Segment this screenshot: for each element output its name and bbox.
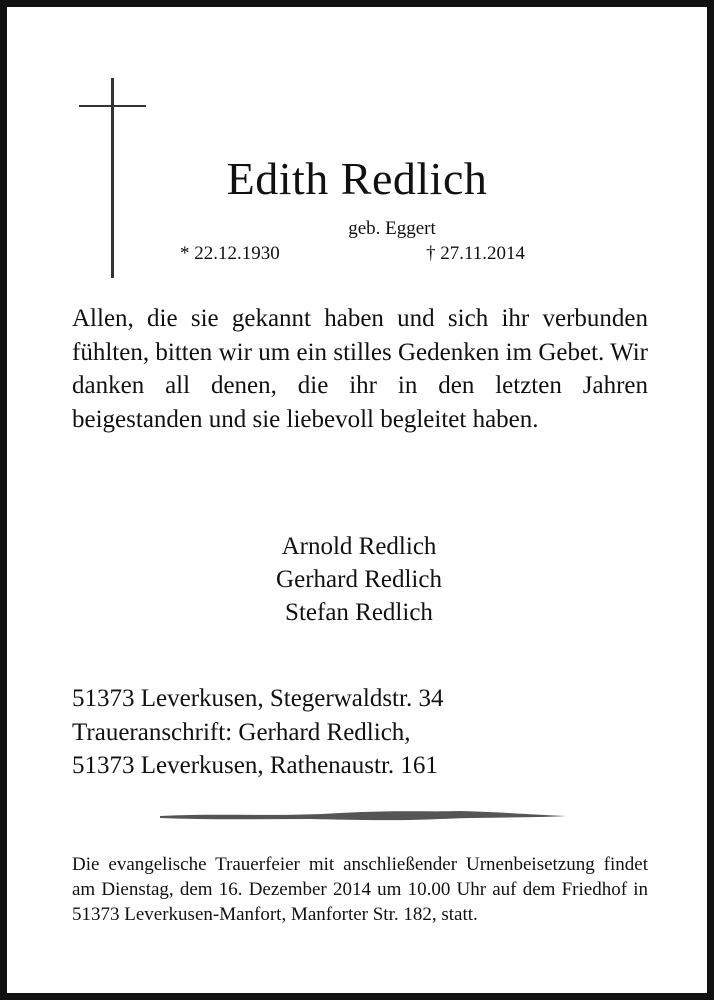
- signer-name: Gerhard Redlich: [276, 566, 442, 593]
- address-line: 51373 Leverkusen, Rathenaustr. 161: [72, 752, 438, 779]
- brush-stroke-divider: [160, 809, 566, 823]
- memorial-message: Allen, die sie gekannt haben und sich ihr verbunden fühlten, bitten wir um ein stilles Gedenken im Gebet. Wir danken all denen, die ihr in den letzten Jahren beigestanden und sie liebevoll begleitet haben.: [72, 305, 648, 433]
- deceased-name: Edith Redlich: [226, 153, 488, 204]
- address-line: 51373 Leverkusen, Stegerwaldstr. 34: [72, 685, 444, 712]
- signer-name: Arnold Redlich: [281, 533, 437, 560]
- death-date: † 27.11.2014: [426, 243, 526, 264]
- birth-date: * 22.12.1930: [180, 243, 280, 264]
- signer-name: Stefan Redlich: [285, 599, 433, 626]
- birth-name: geb. Eggert: [348, 218, 436, 239]
- address-block: [72, 682, 443, 783]
- funeral-announcement: Die evangelische Trauerfeier mit anschließender Urnenbeisetzung findet am Dienstag, dem 16. Dezember 2014 um 10.00 Uhr auf dem Friedhof in 51373 Leverkusen-Manfort, Manforter Str. 182, statt.: [72, 854, 648, 925]
- signers-list: [0, 530, 714, 629]
- address-line: Traueranschrift: Gerhard Redlich,: [72, 718, 411, 746]
